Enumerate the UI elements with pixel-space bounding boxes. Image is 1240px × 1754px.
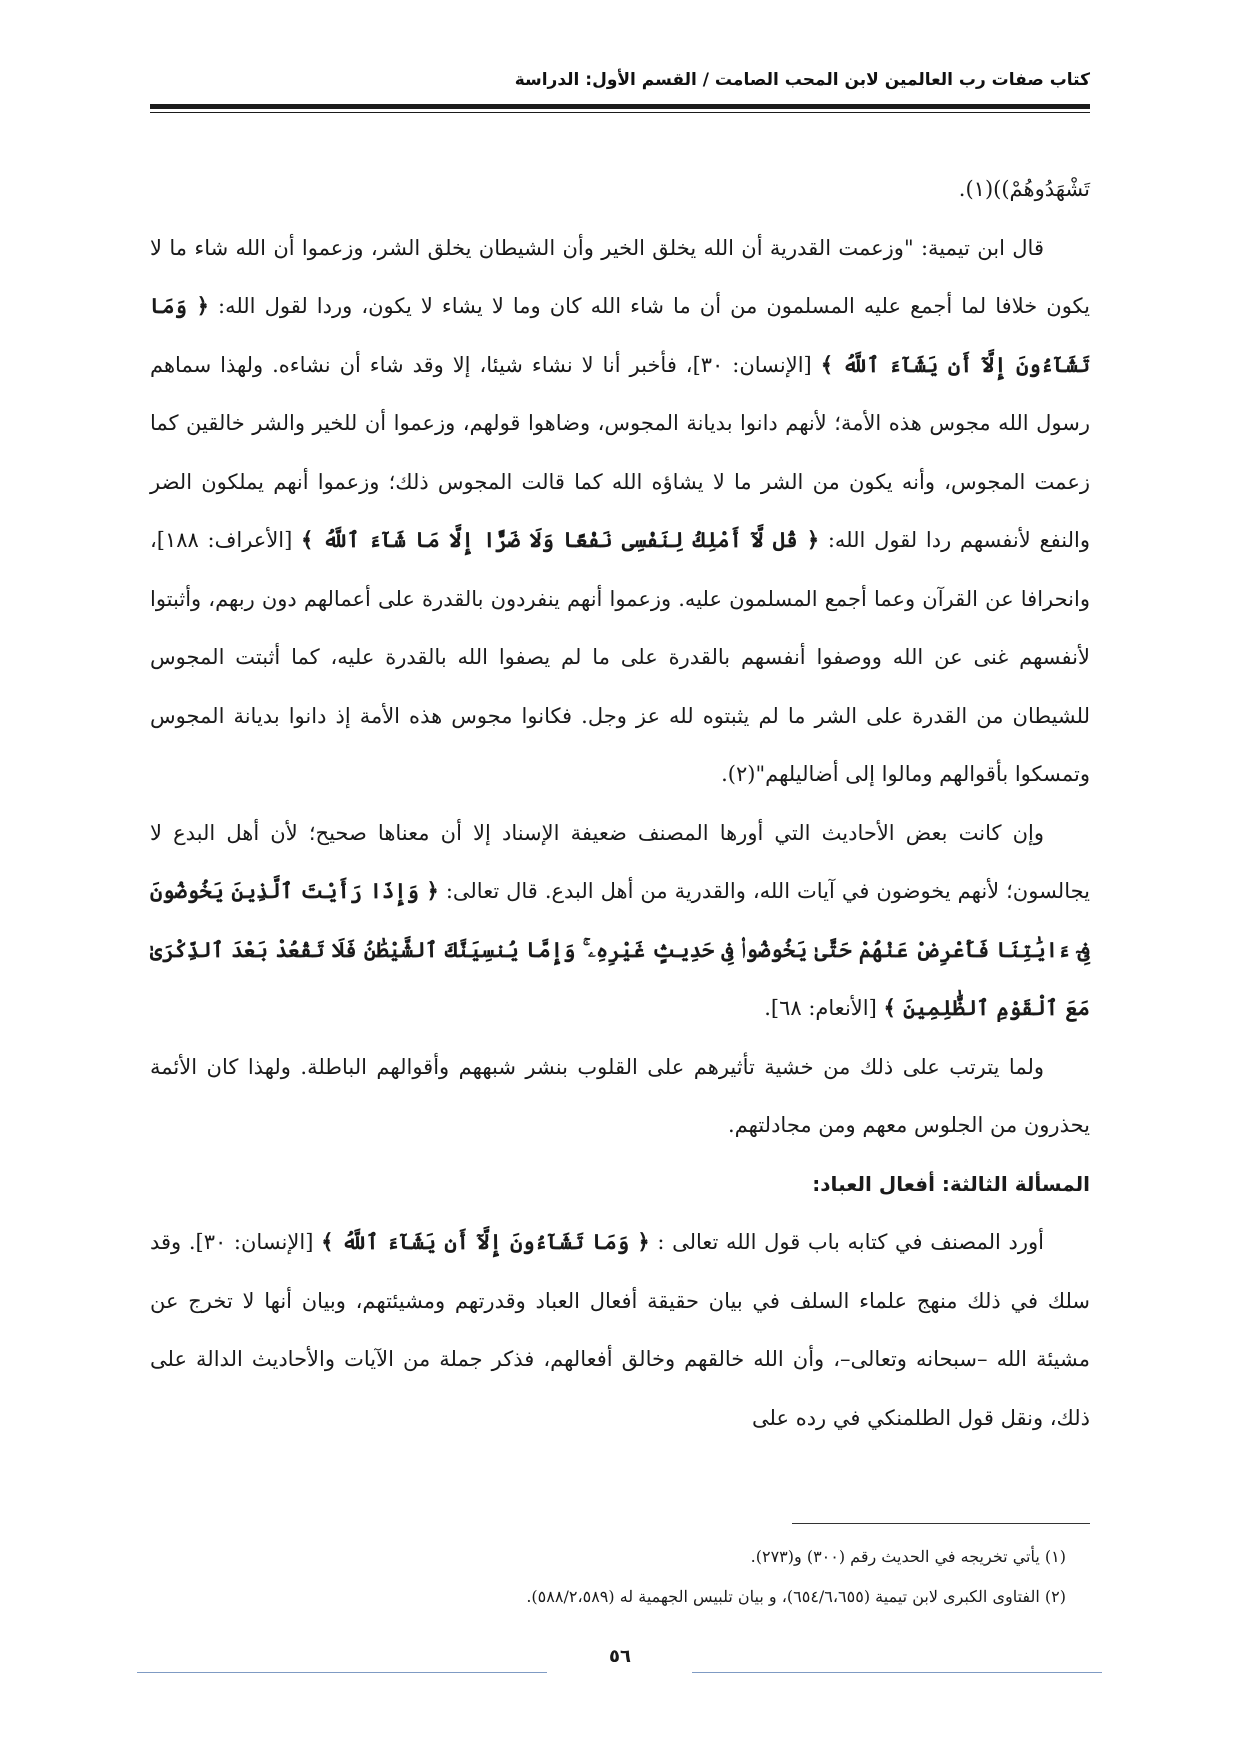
paragraph-text: [الأعراف: ١٨٨]، وانحرافا عن القرآن وعما أجمع المسلمون عليه. وزعموا أنهم ينفردون بالقدرة على أعمالهم دون ربهم، وأثبتوا لأنفسهم غنى عن الله ووصفوا أنفسهم بالقدرة على ما لم يصفوا الله بالقدرة عليه، كما أثبتت المجوس للشيطان من القدرة على الشر ما لم يثبتوه لله عز وجل. فكانوا مجوس هذه الأمة إذ دانوا بديانة المجوس وتمسكوا بأقوالهم ومالوا إلى أضاليلهم"(٢).	[150, 528, 1090, 786]
footnote-separator	[792, 1523, 1090, 1524]
header-rule-thick	[150, 104, 1090, 109]
paragraph-text: قال ابن تيمية: "وزعمت القدرية أن الله يخلق الخير وأن الشيطان يخلق الشر، وزعموا أن الله شاء ما لا يكون خلافا لما أجمع عليه المسلمون من أن ما شاء الله كان وما لا يشاء لا يكون، وردا لقول الله:	[150, 235, 1090, 318]
page-number: ٥٦	[609, 1646, 631, 1667]
running-header-title: كتاب صفات رب العالمين لابن المحب الصامت / القسم الأول: الدراسة	[514, 70, 1090, 90]
paragraph-text: [الإنسان: ٣٠]، فأخبر أنا لا نشاء شيئا، إلا وقد شاء أن نشاءه. ولهذا سماهم رسول الله مجوس هذه الأمة؛ لأنهم دانوا بديانة المجوس، وضاهوا قولهم، وزعموا أن للخير والشر خالقين كما زعمت المجوس، وأنه يكون من الشر ما لا يشاؤه الله كما قالت المجوس ذلك؛ وزعموا أنهم يملكون الضر والنفع لأنفسهم ردا لقول الله:	[150, 352, 1090, 552]
page-number-rule-right	[692, 1672, 1102, 1673]
continued-line: تَشْهَدُوهُمْ))(١).	[958, 177, 1090, 201]
section-heading: المسألة الثالثة: أفعال العباد:	[812, 1171, 1090, 1196]
page-number-rule-left	[137, 1672, 547, 1673]
footnote-1: (١) يأتي تخريجه في الحديث رقم (٣٠٠) و(٢٧٣).	[750, 1547, 1066, 1566]
header-rule-thin	[150, 112, 1090, 113]
quran-verse-insan-30-b: ﴿ وَمَا تَشَآءُونَ إِلَّآ أَن يَشَآءَ ٱللَّهُ ﴾	[321, 1229, 650, 1254]
quran-verse-anam-68: ﴿ وَإِذَا رَأَيْتَ ٱلَّذِينَ يَخُوضُونَ فِىٓ ءَايَٰتِنَا فَأَعْرِضْ عَنْهُمْ حَتَّىٰ يَخُوضُوا۟ فِى حَدِيثٍ غَيْرِهِۦ ۚ وَإِمَّا يُنسِيَنَّكَ ٱلشَّيْطَٰنُ فَلَا تَقْعُدْ بَعْدَ ٱلذِّكْرَىٰ مَعَ ٱلْقَوْمِ ٱلظَّٰلِمِينَ ﴾	[150, 878, 1090, 1020]
paragraph-text: [الإنسان: ٣٠]. وقد سلك في ذلك منهج علماء السلف في بيان حقيقة أفعال العباد وقدرتهم ومشيئتهم، وبيان أنها لا تخرج عن مشيئة الله –سبحانه وتعالى–، وأن الله خالقهم وخالق أفعالهم، فذكر جملة من الآيات والأحاديث الدالة على ذلك، ونقل قول الطلمنكي في رده على	[150, 1230, 1090, 1430]
quran-verse-araf-188: ﴿ قُل لَّآ أَمْلِكُ لِنَفْسِى نَفْعًا وَلَا ضَرًّا إِلَّا مَا شَآءَ ٱللَّهُ ﴾	[301, 527, 820, 552]
paragraph-text: وإن كانت بعض الأحاديث التي أورها المصنف ضعيفة الإسناد إلا أن معناها صحيح؛ لأن أهل البدع لا يجالسون؛ لأنهم يخوضون في آيات الله، والقدرية من أهل البدع. قال تعالى:	[150, 820, 1090, 903]
footnotes	[150, 1537, 1090, 1617]
footnote-2: (٢) الفتاوى الكبرى لابن تيمية (٦٥٤/٦،٦٥٥)، و بيان تلبيس الجهمية له (٥٨٨/٢،٥٨٩).	[526, 1587, 1066, 1606]
paragraph-servants-acts	[150, 1213, 1090, 1447]
paragraph-ibn-taymiyya-quote	[150, 219, 1090, 804]
paragraph-text: [الأنعام: ٦٨].	[764, 996, 877, 1020]
paragraph-hadith-note	[150, 804, 1090, 1038]
paragraph-imams-warning: ولما يترتب على ذلك من خشية تأثيرهم على القلوب بنشر شبههم وأقوالهم الباطلة. ولهذا كان الأئمة يحذرون من الجلوس معهم ومن مجادلتهم.	[150, 1054, 1090, 1137]
quran-verse-insan-30: ﴿ وَمَا تَشَآءُونَ إِلَّآ أَن يَشَآءَ ٱللَّهُ ﴾	[150, 293, 1091, 377]
paragraph-text: أورد المصنف في كتابه باب قول الله تعالى :	[657, 1230, 1044, 1254]
page-body	[150, 160, 1090, 1447]
